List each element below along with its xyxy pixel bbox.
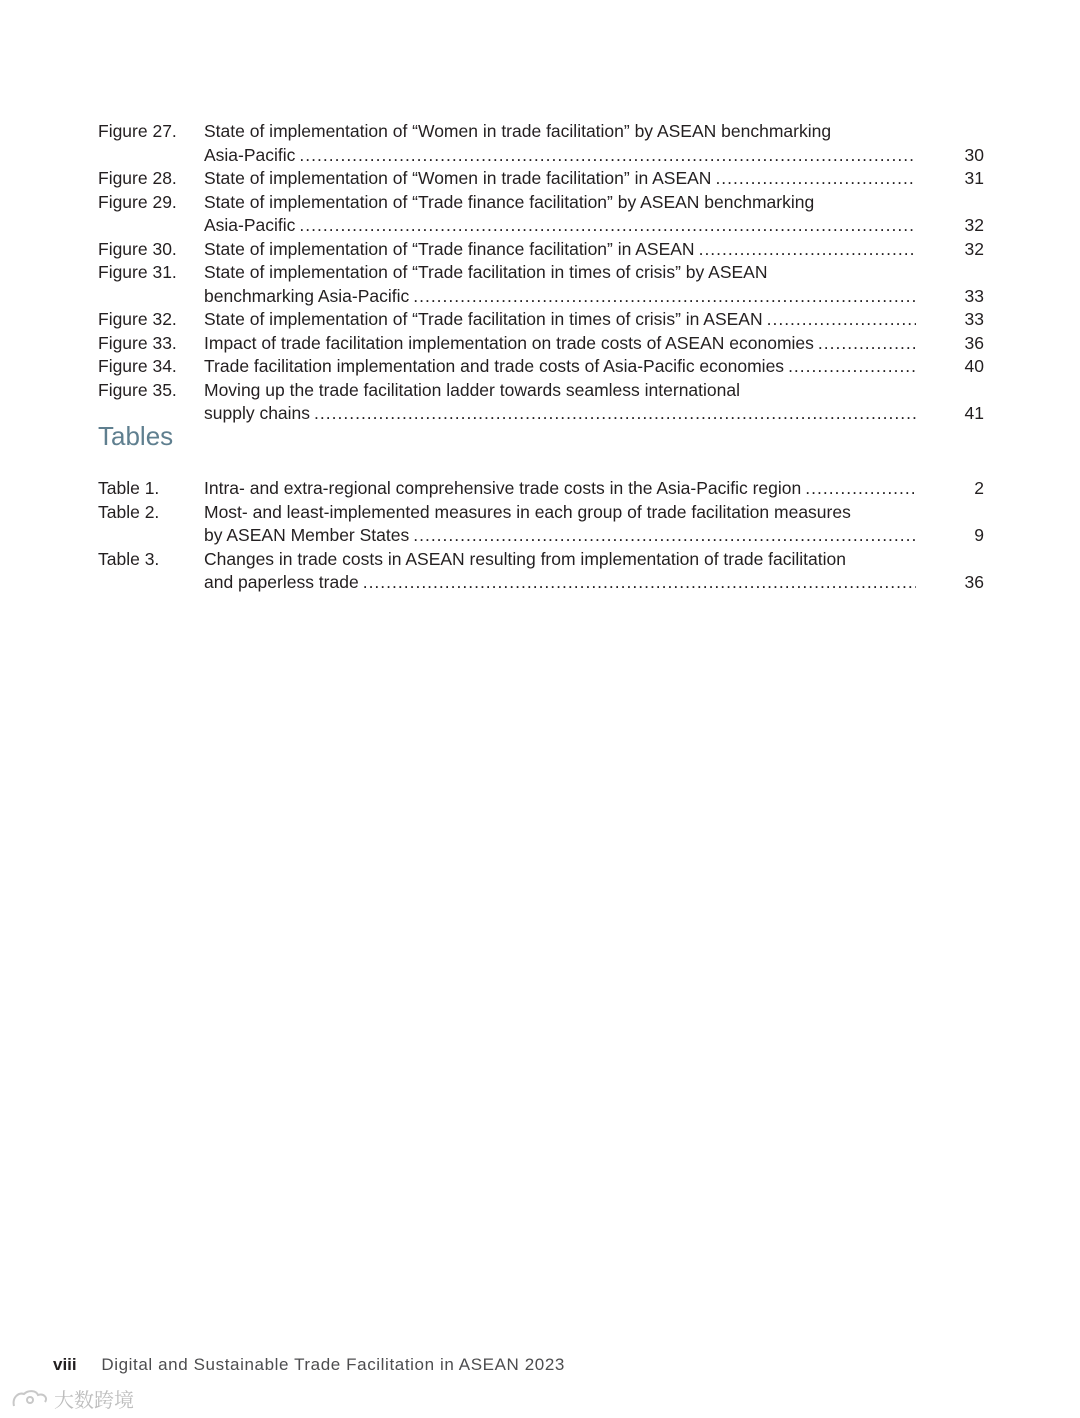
- entry-page-number: 30: [964, 144, 984, 165]
- figure-entry[interactable]: [98, 261, 984, 308]
- figure-entry[interactable]: [98, 238, 984, 262]
- entry-last-line: [204, 332, 916, 356]
- entry-title-line: State of implementation of “Trade finance facilitation” in ASEAN: [204, 238, 695, 259]
- footer-title: Digital and Sustainable Trade Facilitation in ASEAN 2023: [101, 1355, 565, 1374]
- entry-title-line: Asia-Pacific: [204, 144, 296, 165]
- entry-body: [204, 501, 916, 548]
- entry-label: Table 3.: [98, 548, 160, 569]
- entry-last-line: [204, 355, 916, 379]
- dot-leader: [299, 144, 916, 168]
- figure-entry[interactable]: [98, 332, 984, 356]
- dot-leader: [699, 238, 916, 262]
- entry-title-line: Changes in trade costs in ASEAN resulting from implementation of trade facilitation: [204, 548, 846, 569]
- entry-page-number: 32: [964, 238, 984, 259]
- figure-entry[interactable]: [98, 167, 984, 191]
- entry-title-line: supply chains: [204, 403, 311, 423]
- entry-title-line: Moving up the trade facilitation ladder towards seamless international: [204, 379, 740, 400]
- table-entry[interactable]: [98, 548, 984, 595]
- dot-leader: [715, 167, 916, 191]
- entry-title-line: Asia-Pacific: [204, 215, 296, 235]
- entry-last-line: [204, 524, 916, 548]
- entry-title-line: Impact of trade facilitation implementation on trade costs of ASEAN economies: [204, 332, 814, 353]
- entry-label: Figure 32.: [98, 309, 177, 329]
- dot-leader: [363, 571, 916, 595]
- entry-body: [204, 477, 916, 501]
- entry-page-number: 40: [964, 356, 984, 376]
- entry-title-line: State of implementation of “Women in trade facilitation” by ASEAN benchmarking: [204, 121, 832, 141]
- entry-last-line: [204, 238, 916, 262]
- entry-title-line: Trade facilitation implementation and trade costs of Asia-Pacific economies: [204, 356, 785, 376]
- dot-leader: [299, 214, 916, 238]
- dot-leader: [413, 524, 916, 548]
- entry-body: [204, 308, 916, 332]
- page-footer: [53, 1355, 565, 1375]
- entry-last-line: [204, 144, 916, 168]
- entry-page-number: 36: [964, 332, 984, 353]
- entry-body: [204, 355, 916, 379]
- entry-page-number: 33: [964, 285, 984, 306]
- entry-last-line: [204, 214, 916, 238]
- entry-label: Figure 34.: [98, 356, 177, 376]
- entry-body: [204, 191, 916, 238]
- entry-label: Figure 33.: [98, 332, 177, 353]
- entry-page-number: 9: [974, 525, 984, 545]
- entry-title-line: State of implementation of “Trade facilitation in times of crisis” in ASEAN: [204, 309, 763, 329]
- entry-title-line: State of implementation of “Women in trade facilitation” in ASEAN: [204, 168, 712, 188]
- figures-list: [98, 120, 984, 426]
- footer-page-number: viii: [53, 1355, 77, 1374]
- entry-last-line: [204, 571, 916, 595]
- entry-title-line: Intra- and extra-regional comprehensive trade costs in the Asia-Pacific region: [204, 478, 802, 498]
- entry-label: Figure 29.: [98, 191, 177, 212]
- entry-title-line: benchmarking Asia-Pacific: [204, 285, 410, 306]
- dot-leader: [767, 308, 916, 332]
- entry-body: [204, 120, 916, 167]
- entry-body: [204, 238, 916, 262]
- dot-leader: [413, 285, 916, 309]
- entry-page-number: 33: [964, 309, 984, 329]
- table-entry[interactable]: [98, 477, 984, 501]
- figure-entry[interactable]: [98, 120, 984, 167]
- entry-last-line: [204, 477, 916, 501]
- figure-entry[interactable]: [98, 308, 984, 332]
- watermark: [10, 1384, 134, 1413]
- entry-body: [204, 261, 916, 308]
- entry-last-line: [204, 402, 916, 426]
- dot-leader: [805, 477, 916, 501]
- entry-last-line: [204, 167, 916, 191]
- entry-page-number: 32: [964, 215, 984, 235]
- entry-body: [204, 167, 916, 191]
- entry-last-line: [204, 308, 916, 332]
- entry-label: Figure 27.: [98, 121, 177, 141]
- watermark-logo-icon: [10, 1388, 50, 1410]
- entry-title-line: State of implementation of “Trade facilitation in times of crisis” by ASEAN: [204, 262, 768, 282]
- entry-title-line: Most- and least-implemented measures in each group of trade facilitation measures: [204, 501, 851, 522]
- entry-body: [204, 548, 916, 595]
- entry-body: [204, 379, 916, 426]
- tables-list: [98, 477, 984, 595]
- figure-entry[interactable]: [98, 379, 984, 426]
- dot-leader: [788, 355, 916, 379]
- entry-page-number: 41: [964, 403, 984, 423]
- entry-title-line: and paperless trade: [204, 572, 359, 592]
- entry-label: Figure 30.: [98, 238, 177, 259]
- entry-label: Table 2.: [98, 501, 160, 522]
- figure-entry[interactable]: [98, 355, 984, 379]
- entry-label: Figure 31.: [98, 262, 177, 282]
- entry-page-number: 31: [964, 168, 984, 188]
- entry-page-number: 2: [974, 478, 984, 498]
- entry-label: Table 1.: [98, 478, 160, 498]
- entry-label: Figure 28.: [98, 168, 177, 188]
- entry-title-line: State of implementation of “Trade finance facilitation” by ASEAN benchmarking: [204, 191, 815, 212]
- entry-last-line: [204, 285, 916, 309]
- entry-label: Figure 35.: [98, 379, 177, 400]
- tables-heading: Tables: [98, 421, 174, 451]
- dot-leader: [314, 402, 916, 426]
- dot-leader: [818, 332, 916, 356]
- figure-entry[interactable]: [98, 191, 984, 238]
- entry-title-line: by ASEAN Member States: [204, 525, 410, 545]
- watermark-text: 大数跨境: [54, 1390, 134, 1412]
- table-entry[interactable]: [98, 501, 984, 548]
- entry-page-number: 36: [964, 572, 984, 592]
- entry-body: [204, 332, 916, 356]
